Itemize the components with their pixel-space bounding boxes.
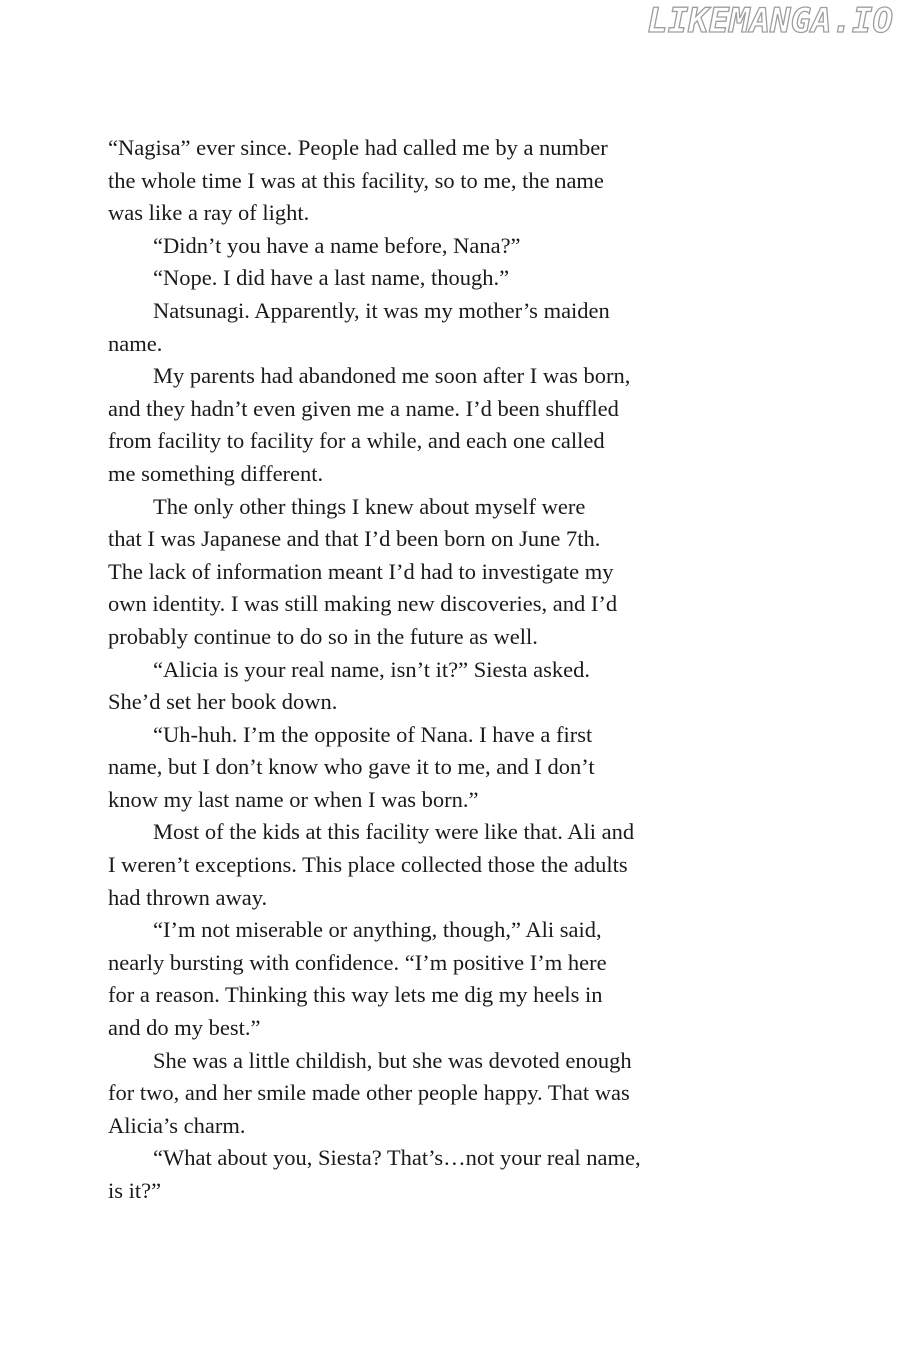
text-line: “What about you, Siesta? That’s…not your real name, [153, 1145, 641, 1171]
text-line: She’d set her book down. [108, 689, 338, 715]
text-line: know my last name or when I was born.” [108, 786, 479, 812]
site-watermark-logo: LIKEMANGA.IO [647, 1, 893, 41]
text-line: I weren’t exceptions. This place collected those the adults [108, 852, 628, 878]
text-line: for two, and her smile made other people happy. That was [108, 1080, 630, 1106]
text-line: name. [108, 330, 163, 356]
text-line: had thrown away. [108, 884, 268, 910]
text-line: the whole time I was at this facility, so to me, the name [108, 167, 604, 193]
text-line: “Uh-huh. I’m the opposite of Nana. I have a first [153, 721, 593, 747]
text-line: “Nope. I did have a last name, though.” [153, 265, 510, 291]
text-line: “Nagisa” ever since. People had called me by a number [108, 135, 608, 160]
text-line: name, but I don’t know who gave it to me, and I don’t [108, 754, 595, 780]
text-line: me something different. [108, 460, 324, 486]
text-line: My parents had abandoned me soon after I was born, [153, 363, 631, 389]
text-line: nearly bursting with confidence. “I’m positive I’m here [108, 949, 607, 975]
text-line: that I was Japanese and that I’d been born on June 7th. [108, 526, 601, 552]
text-line: from facility to facility for a while, and each one called [108, 428, 605, 454]
text-line: was like a ray of light. [108, 200, 310, 226]
text-line: “Alicia is your real name, isn’t it?” Siesta asked. [153, 656, 590, 682]
text-line: own identity. I was still making new discoveries, and I’d [108, 591, 618, 617]
text-line: “I’m not miserable or anything, though,” Ali said, [153, 917, 602, 943]
text-line: The only other things I knew about myself were [153, 493, 586, 519]
text-line: She was a little childish, but she was devoted enough [153, 1047, 632, 1073]
text-line: and they hadn’t even given me a name. I’d been shuffled [108, 395, 619, 421]
text-line: and do my best.” [108, 1015, 261, 1041]
text-line: The lack of information meant I’d had to investigate my [108, 558, 614, 584]
text-line: Natsunagi. Apparently, it was my mother’s maiden [153, 297, 610, 323]
text-line: probably continue to do so in the future as well. [108, 623, 538, 649]
novel-text-block [108, 132, 728, 1208]
text-line: Alicia’s charm. [108, 1112, 246, 1138]
text-line: is it?” [108, 1178, 162, 1203]
text-line: Most of the kids at this facility were like that. Ali and [153, 819, 635, 845]
text-line: for a reason. Thinking this way lets me dig my heels in [108, 982, 603, 1008]
text-line: “Didn’t you have a name before, Nana?” [153, 232, 521, 258]
